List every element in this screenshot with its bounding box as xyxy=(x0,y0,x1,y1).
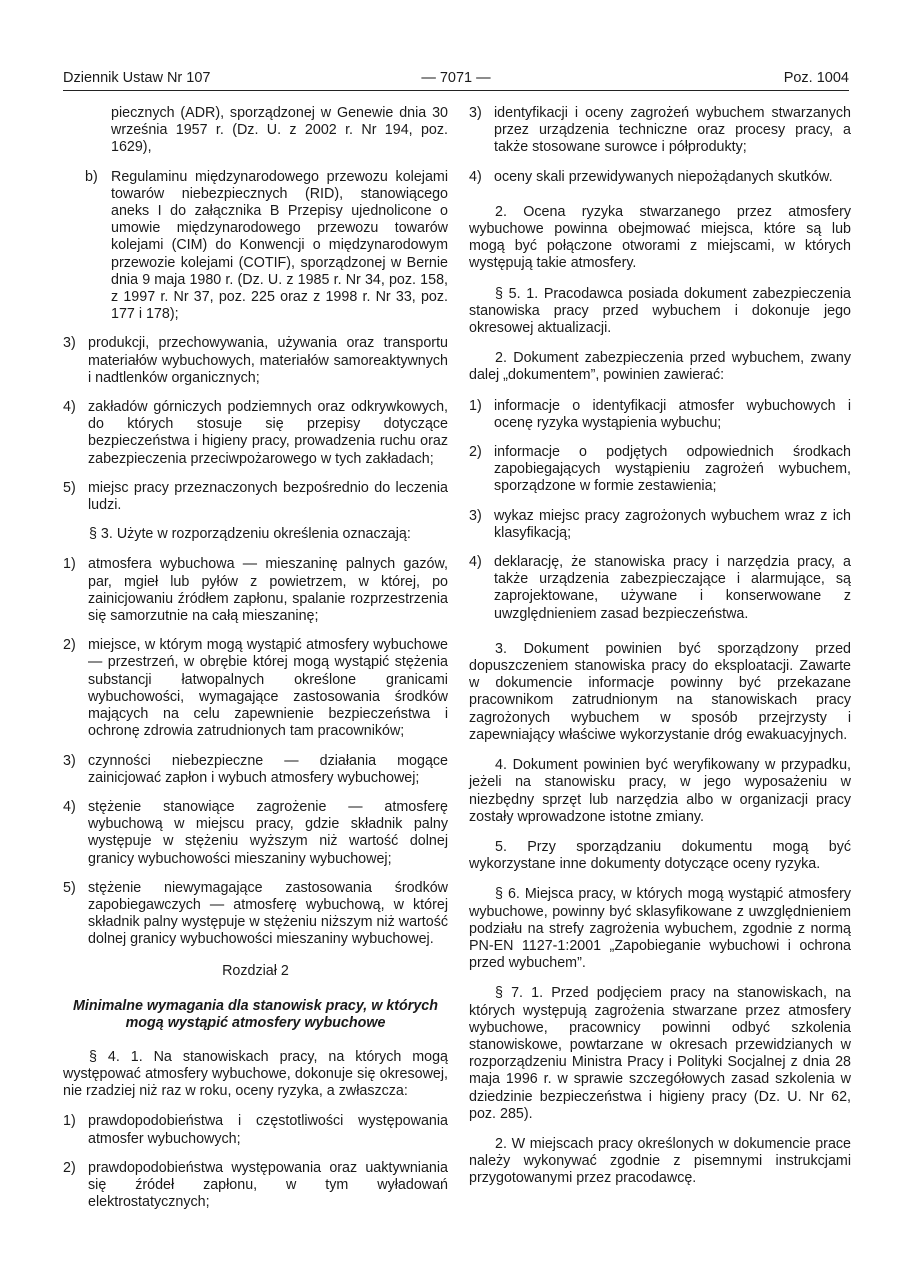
paragraph: 2. Ocena ryzyka stwarzanego przez atmosfery wybuchowe powinna obejmować miejsca, które są lub mogą być połączone otworami z miejscami, w których występują takie atmosfery. xyxy=(469,203,851,272)
page-header xyxy=(63,70,849,91)
journal-title: Dziennik Ustaw Nr 107 xyxy=(63,70,211,86)
list-item xyxy=(469,508,851,542)
list-number: b) xyxy=(85,168,98,185)
list-number: 2) xyxy=(63,1159,76,1176)
list-number: 1) xyxy=(63,1113,76,1130)
list-number: 4) xyxy=(469,168,482,185)
list-item xyxy=(63,880,448,949)
paragraph: 4. Dokument powinien być weryfikowany w przypadku, jeżeli na stanowisku pracy, w jego wyposażeniu w niezbędny sprzęt lub narzędzia albo w organizacji pracy zostały wprowadzone istotne zmiany. xyxy=(469,757,851,825)
list-text: stężenie stanowiące zagrożenie — atmosferę wybuchową w miejscu pracy, gdzie składnik palny występuje w stężeniu wyższym niż wartość dolnej granicy wybuchowości mieszaniny wybuchowej; xyxy=(88,798,448,867)
list-item xyxy=(63,1160,448,1212)
list-text: zakładów górniczych podziemnych oraz odkrywkowych, do których stosuje się przepisy dotyczące bezpieczeństwa i higieny pracy, prowadzenia ruchu oraz zabezpieczenia przeciwpożarowego w tych zakładach; xyxy=(88,399,448,467)
list-item xyxy=(469,444,851,496)
paragraph: 3. Dokument powinien być sporządzony przed dopuszczeniem stanowiska pracy do eksploatacji. Zawarte w dokumencie informacje powinny być przekazane pracownikom zatrudnionym na stanowiskach pracy zagrożonych wybuchem w sposób przejrzysty i zapewniający właściwe wykorzystanie dróg ewakuacyjnych. xyxy=(469,640,851,743)
list-text: prawdopodobieństwa występowania oraz uaktywniania się źródeł zapłonu, w tym wyładowań elektrostatycznych; xyxy=(88,1159,448,1211)
list-number: 2) xyxy=(469,444,482,461)
list-item xyxy=(469,398,851,432)
list-number: 4) xyxy=(63,399,76,416)
list-item xyxy=(469,554,851,623)
paragraph-4: § 4. 1. Na stanowiskach pracy, na których mogą występować atmosfery wybuchowe, dokonuje się okresowej, nie rzadziej niż raz w roku, oceny ryzyka, a zwłaszcza: xyxy=(63,1048,448,1100)
list-item xyxy=(63,480,448,514)
position-number: Poz. 1004 xyxy=(783,70,849,86)
list-text: informacje o identyfikacji atmosfer wybuchowych i ocenę ryzyka wystąpienia wybuchu; xyxy=(494,397,851,431)
list-text: wykaz miejsc pracy zagrożonych wybuchem wraz z ich klasyfikacją; xyxy=(494,507,851,541)
list-item xyxy=(63,1113,448,1147)
left-column xyxy=(63,105,448,1223)
list-text: produkcji, przechowywania, używania oraz transportu materiałów wybuchowych, materiałów samoreaktywnych i nadtlenków organicznych; xyxy=(88,335,448,386)
list-text: czynności niebezpieczne — działania mogące zainicjować zapłon i wybuch atmosfery wybuchowej; xyxy=(88,752,448,786)
list-number: 3) xyxy=(469,105,482,121)
list-item xyxy=(63,637,448,740)
list-text: deklarację, że stanowiska pracy i narzędzia pracy, a także urządzenia zabezpieczające i alarmujące, są zaprojektowane, używane i konserwowane z uwzględnieniem zasad bezpieczeństwa. xyxy=(494,554,851,622)
paragraph: 5. Przy sporządzaniu dokumentu mogą być wykorzystane inne dokumenty dotyczące oceny ryzyka. xyxy=(469,838,851,873)
list-item xyxy=(63,753,448,787)
list-item xyxy=(63,335,448,387)
list-text: atmosfera wybuchowa — mieszaninę palnych gazów, par, mgieł lub pyłów z powietrzem, w której, po zainicjowaniu źródłem zapłonu, spalanie rozprzestrzenia się samorzutnie na całą mieszaninę; xyxy=(88,556,448,625)
right-column xyxy=(469,105,851,1201)
paragraph: § 7. 1. Przed podjęciem pracy na stanowiskach, na których występują zagrożenia stwarzane przez atmosfery wybuchowe, pracownicy powinni odbyć szkolenia stanowiskowe, powtarzane w okresach przewidzianych w rozporządzeniu Ministra Pracy i Polityki Socjalnej z dnia 28 maja 1996 r. w sprawie szczegółowych zasad szkolenia w dziedzinie bezpieczeństwa i higieny pracy (Dz. U. Nr 62, poz. 285). xyxy=(469,985,851,1122)
list-number: 2) xyxy=(63,637,76,654)
paragraph: 2. Dokument zabezpieczenia przed wybuchem, zwany dalej „dokumentem”, powinien zawierać: xyxy=(469,350,851,384)
list-item xyxy=(63,169,448,324)
list-number: 4) xyxy=(469,554,482,571)
paragraph: § 5. 1. Pracodawca posiada dokument zabezpieczenia stanowiska pracy przed wybuchem i dokonuje jego okresowej aktualizacji. xyxy=(469,285,851,337)
list-number: 1) xyxy=(469,397,482,414)
list-number: 5) xyxy=(63,479,76,496)
paragraph: § 6. Miejsca pracy, w których mogą wystąpić atmosfery wybuchowe, powinny być sklasyfikowane z uwzględnieniem podziału na strefy zagrożenia wybuchem, zgodnie z normą PN-EN 1127-1:2001 „Zapobieganie wybuchowi i ochrona przed wybuchem”. xyxy=(469,886,851,972)
item-a-continuation: piecznych (ADR), sporządzonej w Genewie dnia 30 września 1957 r. (Dz. U. z 2002 r. Nr 194, poz. 1629), xyxy=(111,105,448,156)
list-number: 3) xyxy=(469,507,482,524)
paragraph-3: § 3. Użyte w rozporządzeniu określenia oznaczają: xyxy=(89,526,411,543)
list-text: prawdopodobieństwa i częstotliwości występowania atmosfer wybuchowych; xyxy=(88,1113,448,1147)
list-item xyxy=(469,169,851,186)
list-text: oceny skali przewidywanych niepożądanych skutków. xyxy=(494,168,833,185)
list-text: miejsce, w którym mogą wystąpić atmosfery wybuchowe — przestrzeń, w obrębie której mogą wystąpić stężenia substancji łatwopalnych określone granicami wybuchowości, wymagające zastosowania środków mających na celu zapewnienie bezpieczeństwa i ochronę zdrowia zatrudnionych tam pracowników; xyxy=(88,637,448,740)
list-text: miejsc pracy przeznaczonych bezpośrednio do leczenia ludzi. xyxy=(88,479,448,514)
list-text: Regulaminu międzynarodowego przewozu kolejami towarów niebezpiecznych (RID), stanowiącego aneks I do załącznika B Przepisy ujednolicone o umowie międzynarodowego przewozu towarów kolejami (CIM) do Konwencji o międzynarodowym przewozie kolejami (COTIF), sporządzonej w Bernie dnia 9 maja 1980 r. (Dz. U. z 1985 r. Nr 34, poz. 158, z 1997 r. Nr 37, poz. 225 oraz z 1998 r. Nr 33, poz. 177 i 178); xyxy=(111,168,448,323)
list-item xyxy=(63,556,448,625)
chapter-title: Minimalne wymagania dla stanowisk pracy, w których mogą wystąpić atmosfery wybuchowe xyxy=(73,997,438,1032)
chapter-heading: Rozdział 2 xyxy=(222,962,289,979)
list-item xyxy=(469,105,851,157)
list-text: identyfikacji i oceny zagrożeń wybuchem stwarzanych przez urządzenia techniczne oraz procesy pracy, a także stosowane surowce i półprodukty; xyxy=(494,105,851,156)
list-item xyxy=(63,399,448,468)
list-number: 3) xyxy=(63,335,76,352)
list-number: 4) xyxy=(63,798,76,815)
page-number: — 7071 — xyxy=(421,70,491,86)
list-text: informacje o podjętych odpowiednich środkach zapobiegających wystąpieniu zagrożeń wybuchem, sporządzone w formie zestawienia; xyxy=(494,444,851,495)
list-item xyxy=(63,799,448,868)
list-text: stężenie niewymagające zastosowania środków zapobiegawczych — atmosferę wybuchową, w której składnik palny występuje w stężeniu niższym niż wartość dolnej granicy wybuchowości mieszaniny wybuchowej. xyxy=(88,879,448,948)
paragraph: 2. W miejscach pracy określonych w dokumencie prace należy wykonywać zgodnie z pisemnymi instrukcjami przygotowanymi przez pracodawcę. xyxy=(469,1135,851,1187)
list-number: 5) xyxy=(63,879,76,896)
list-number: 1) xyxy=(63,556,76,573)
list-number: 3) xyxy=(63,752,76,769)
